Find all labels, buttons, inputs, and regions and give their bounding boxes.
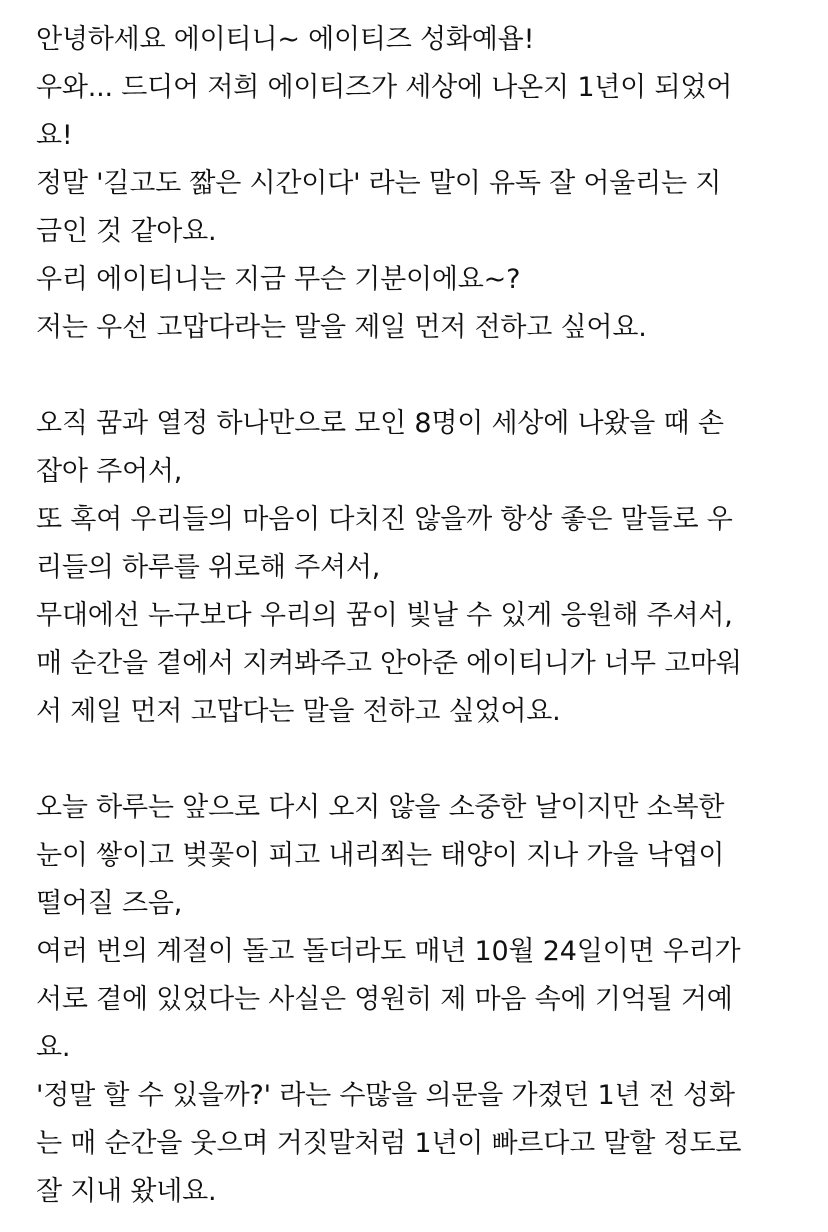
text-line: 우리 에이티니는 지금 무슨 기분이에요~? — [36, 264, 521, 295]
paragraph — [36, 784, 816, 1216]
text-line: '정말 할 수 있을까?' 라는 수많을 의문을 가졌던 1년 전 성화 — [36, 1080, 735, 1111]
text-line: 여러 번의 계절이 돌고 돌더라도 매년 10월 24일이면 우리가 — [36, 936, 741, 967]
text-line: 안녕하세요 에이티니~ 에이티즈 성화예욥! — [36, 24, 535, 55]
paragraph — [36, 400, 816, 736]
letter-document — [36, 16, 816, 1216]
text-line: 우와... 드디어 저희 에이티즈가 세상에 나온지 1년이 되었어 — [36, 72, 733, 103]
text-line: 요! — [36, 120, 73, 151]
text-line: 서 제일 먼저 고맙다는 말을 전하고 싶었어요. — [36, 696, 561, 727]
text-line: 오직 꿈과 열정 하나만으로 모인 8명이 세상에 나왔을 때 손 — [36, 408, 724, 439]
paragraph-spacer — [36, 736, 816, 784]
text-line: 매 순간을 곁에서 지켜봐주고 안아준 에이티니가 너무 고마워 — [36, 648, 742, 679]
text-line: 떨어질 즈음, — [36, 888, 183, 919]
text-line: 정말 '길고도 짧은 시간이다' 라는 말이 유독 잘 어울리는 지 — [36, 168, 722, 199]
text-line: 요. — [36, 1032, 71, 1063]
text-line: 잡아 주어서, — [36, 456, 183, 487]
text-line: 는 매 순간을 웃으며 거짓말처럼 1년이 빠르다고 말할 정도로 — [36, 1128, 742, 1159]
text-line: 저는 우선 고맙다라는 말을 제일 먼저 전하고 싶어요. — [36, 312, 647, 343]
text-line: 눈이 쌓이고 벚꽃이 피고 내리쬐는 태양이 지나 가을 낙엽이 — [36, 840, 725, 871]
text-line: 또 혹여 우리들의 마음이 다치진 않을까 항상 좋은 말들로 우 — [36, 504, 733, 535]
text-line: 잘 지내 왔네요. — [36, 1176, 217, 1207]
text-line: 리들의 하루를 위로해 주셔서, — [36, 552, 381, 583]
paragraph-spacer — [36, 352, 816, 400]
text-line: 오늘 하루는 앞으로 다시 오지 않을 소중한 날이지만 소복한 — [36, 792, 725, 823]
text-line: 금인 것 같아요. — [36, 216, 217, 247]
text-line: 서로 곁에 있었다는 사실은 영원히 제 마음 속에 기억될 거예 — [36, 984, 733, 1015]
paragraph — [36, 16, 816, 352]
text-line: 무대에선 누구보다 우리의 꿈이 빛날 수 있게 응원해 주셔서, — [36, 600, 733, 631]
